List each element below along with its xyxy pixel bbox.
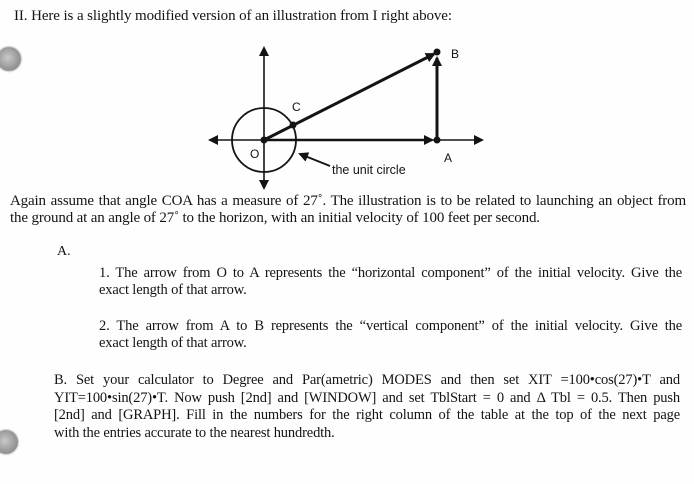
part-b-line-1: B. Set your calculator to Degree and Par(ametric) MODES and then set XIT =100•cos(27)•T and (54, 372, 680, 388)
question-1 (99, 265, 682, 299)
intro-paragraph (10, 193, 686, 227)
section-heading: II. Here is a slightly modified version of an illustration from I right above: (14, 8, 452, 24)
part-b-line-3: [2nd] and [GRAPH]. Fill in the numbers for the right column of the table at the top of the next page (54, 407, 680, 423)
part-b-line-4: with the entries accurate to the nearest hundredth. (54, 424, 335, 441)
question-1-line-1: 1. The arrow from O to A represents the “horizontal component” of the initial velocity. Give the (99, 265, 682, 281)
label-a: A (444, 151, 453, 165)
label-c: C (292, 100, 301, 114)
point-a (434, 137, 441, 144)
point-b (434, 49, 441, 56)
intro-line-2: the ground at an angle of 27˚ to the horizon, with an initial velocity of 100 feet per second. (10, 210, 540, 226)
label-b: B (451, 47, 460, 61)
unit-circle-figure (200, 38, 500, 198)
arrow-o-to-b (264, 54, 434, 140)
binder-hole-top (0, 47, 21, 71)
point-o (261, 137, 268, 144)
point-c (290, 122, 297, 129)
question-2-line-2: exact length of that arrow. (99, 335, 247, 351)
question-1-line-2: exact length of that arrow. (99, 282, 247, 298)
question-2-line-1: 2. The arrow from A to B represents the “vertical component” of the initial velocity. Give the (99, 318, 682, 334)
question-2 (99, 318, 682, 352)
binder-hole-bottom (0, 430, 18, 454)
part-b-line-2: YIT=100•sin(27)•T. Now push [2nd] and [WINDOW] and set TblStart = 0 and Δ Tbl = 0.5. Then push (54, 389, 680, 406)
label-o: O (250, 147, 260, 161)
part-b-paragraph (54, 372, 680, 442)
figure-svg (200, 38, 500, 198)
intro-line-1: Again assume that angle COA has a measure of 27˚. The illustration is to be related to launching an object from (10, 193, 686, 209)
part-a-label: A. (57, 244, 71, 259)
unit-circle-pointer (300, 154, 330, 166)
label-unit-circle: the unit circle (332, 163, 406, 177)
